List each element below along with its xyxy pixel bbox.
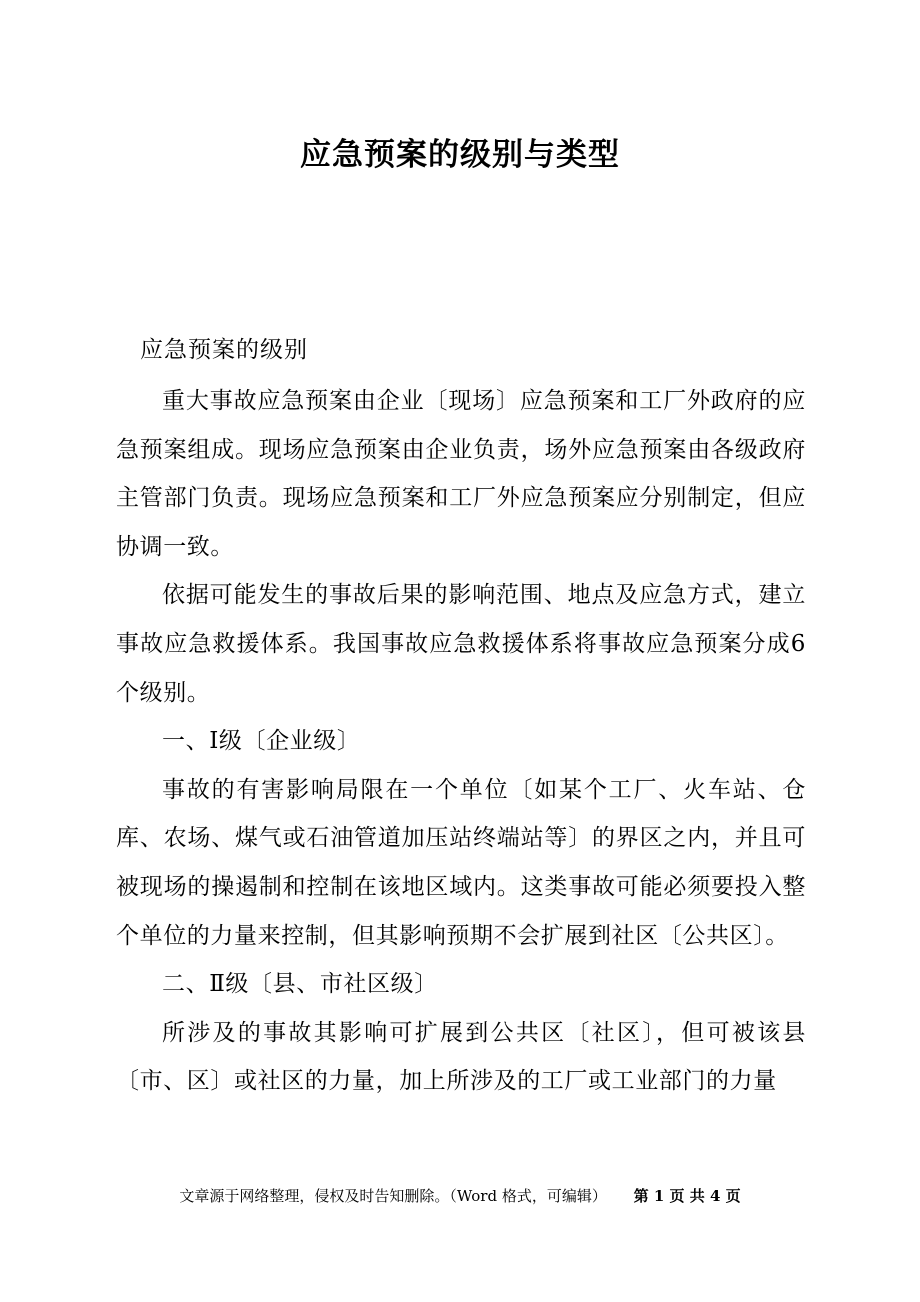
page-footer: [0, 1185, 920, 1207]
page-number: 第 1 页 共 4 页: [633, 1187, 741, 1205]
section-heading: 应急预案的级别: [140, 337, 308, 363]
paragraph: 事故的有害影响局限在一个单位〔如某个工厂、火车站、仓库、农场、煤气或石油管道加压站终端站等〕的界区之内，并且可被现场的操遏制和控制在该地区域内。这类事故可能必须要投入整个单位的力量来控制，但其影响预期不会扩展到社区〔公共区〕。: [116, 776, 806, 949]
paragraph: 依据可能发生的事故后果的影响范围、地点及应急方式，建立事故应急救援体系。我国事故应急救援体系将事故应急预案分成6个级别。: [116, 582, 806, 706]
subheading-level-2: 二、Ⅱ级〔县、市社区级〕: [162, 971, 438, 998]
paragraph: 所涉及的事故其影响可扩展到公共区〔社区〕，但可被该县〔市、区〕或社区的力量，加上所涉及的工厂或工业部门的力量: [116, 1019, 806, 1095]
footer-note: 文章源于网络整理，侵权及时告知删除。（Word 格式，可编辑）: [179, 1187, 607, 1205]
subheading-level-1: 一、Ⅰ级〔企业级〕: [162, 728, 361, 755]
page-title: 应急预案的级别与类型: [300, 137, 620, 173]
paragraph: 重大事故应急预案由企业〔现场〕应急预案和工厂外政府的应急预案组成。现场应急预案由企业负责，场外应急预案由各级政府主管部门负责。现场应急预案和工厂外应急预案应分别制定，但应协调一致。: [116, 388, 806, 560]
document-body: [116, 377, 806, 1106]
